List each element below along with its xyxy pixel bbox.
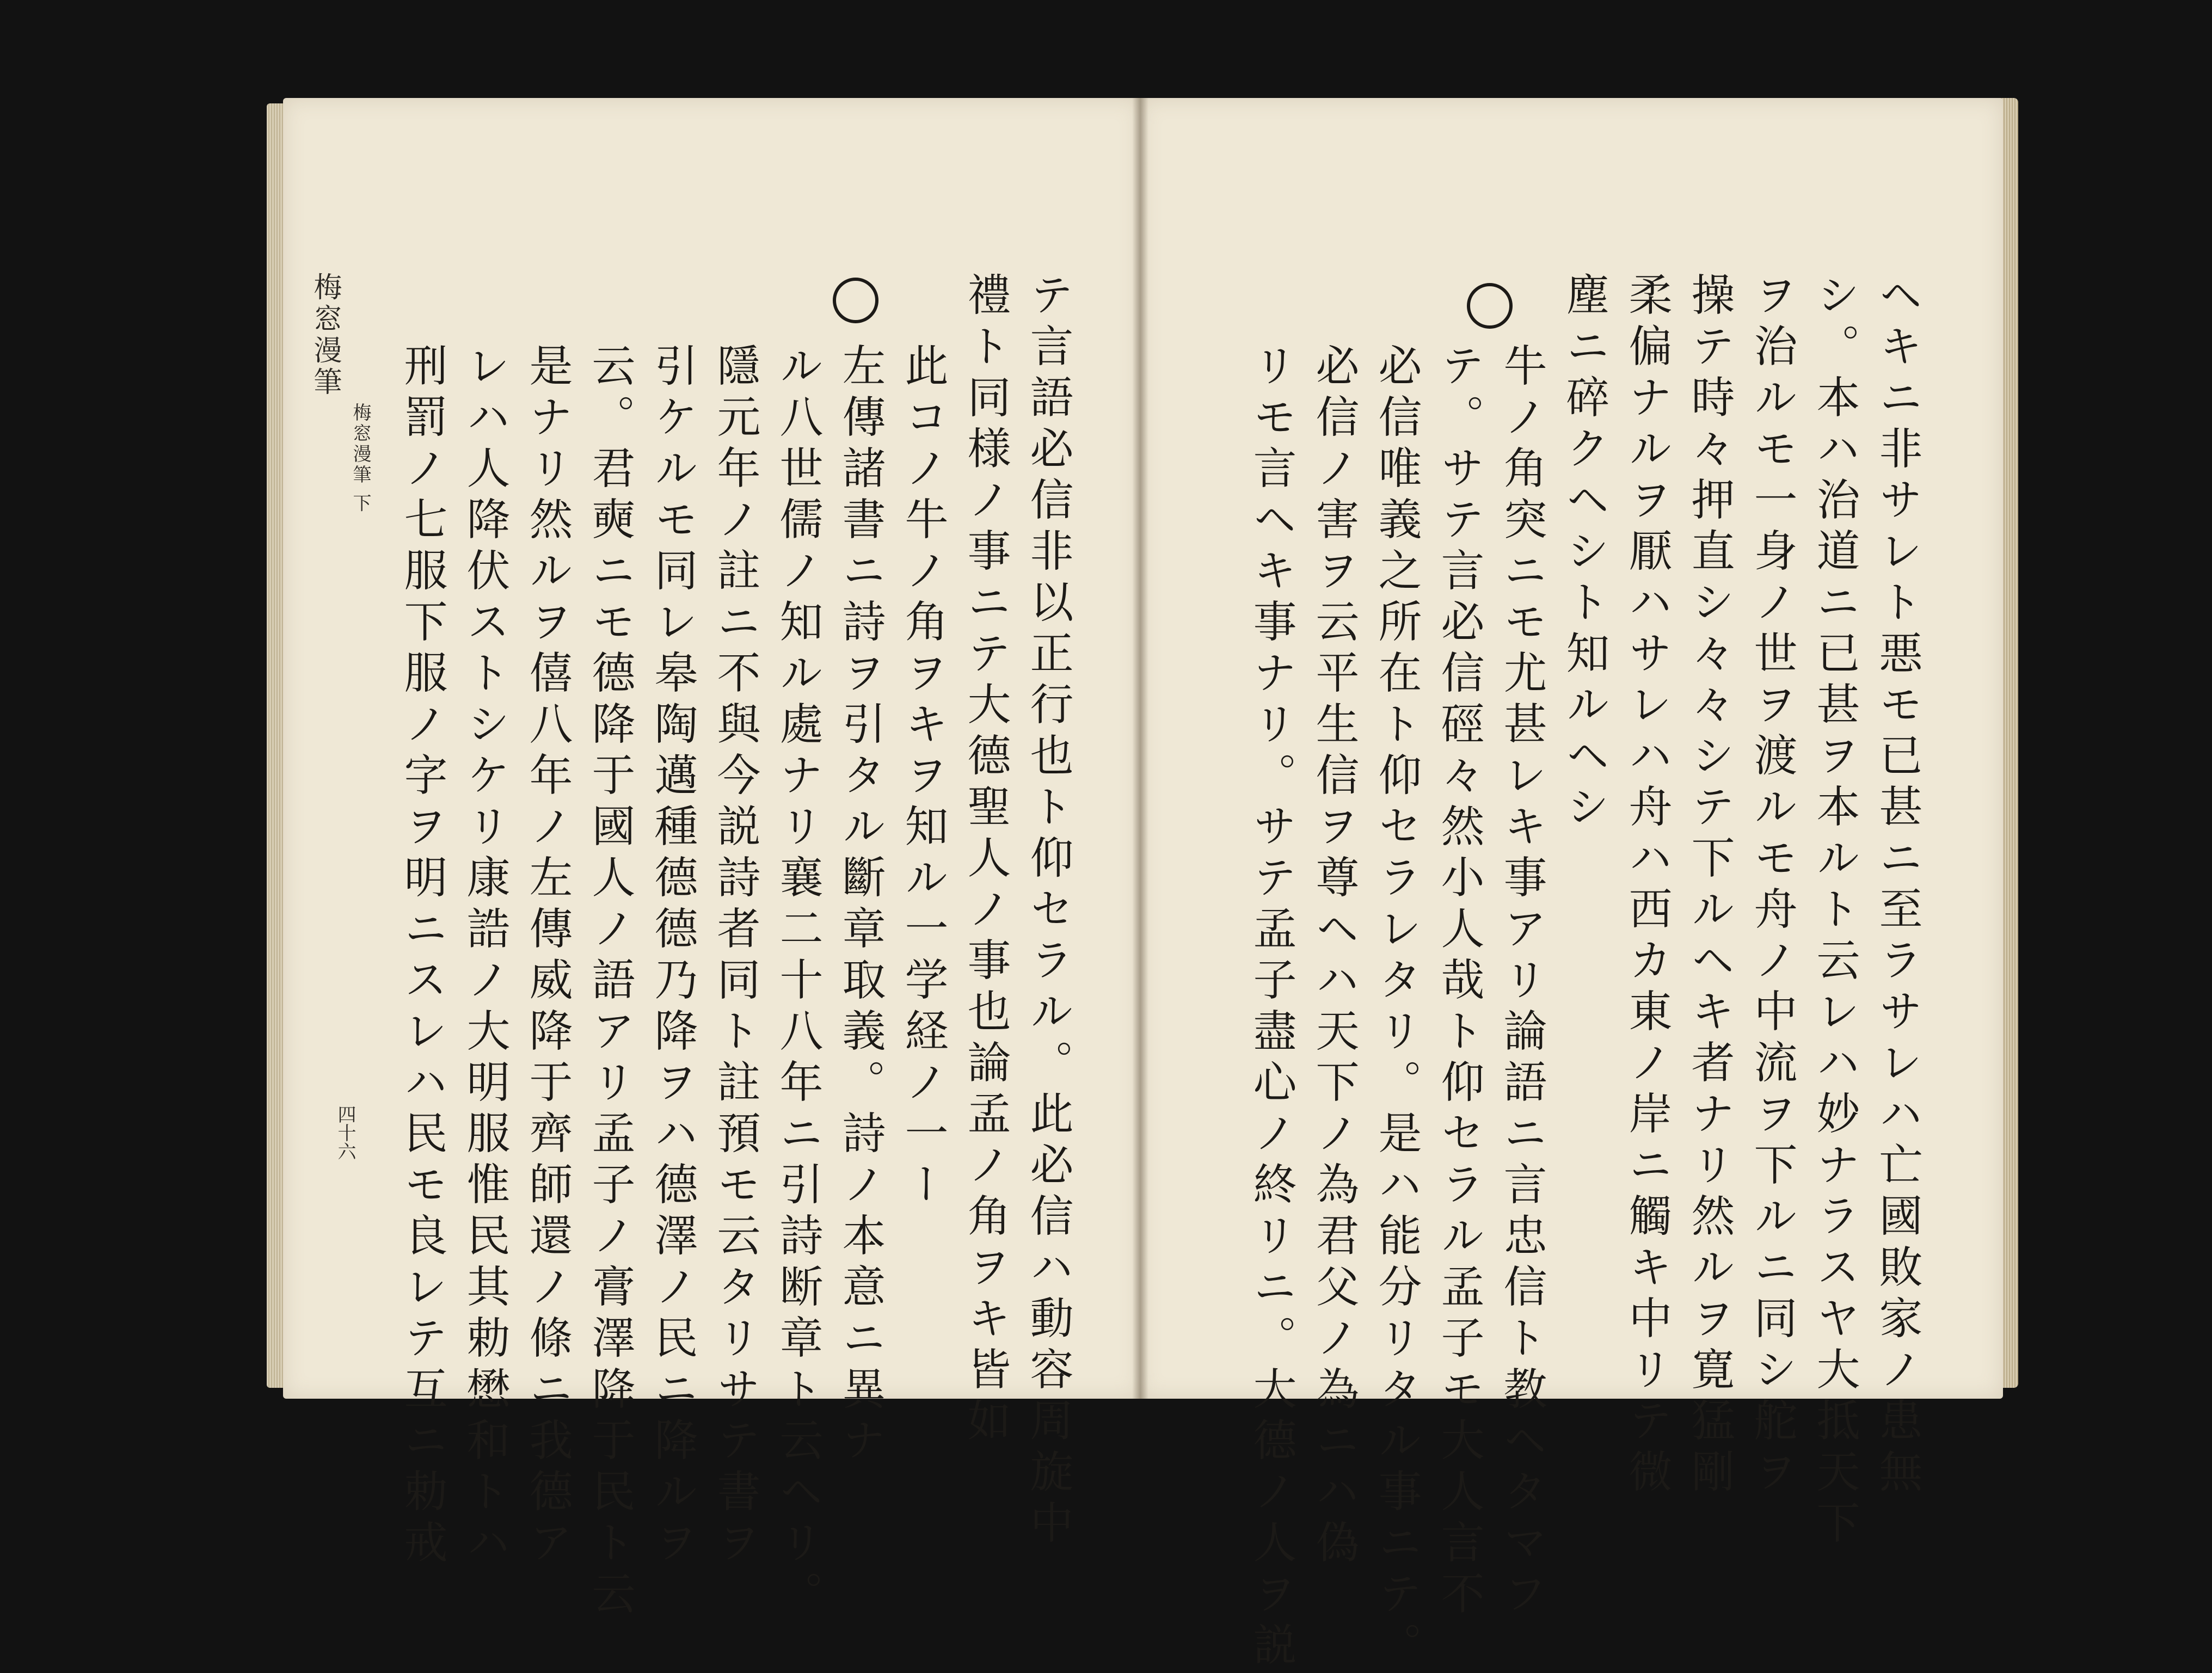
text-column: ヲ治ルモ一身ノ世ヲ渡ルモ舟ノ中流ヲ下ルニ同シ舵ヲ — [1747, 272, 1797, 1500]
text-column: 牛ノ角突ニモ尤甚レキ事アリ論語ニ言忠信ト教ヘタマフ — [1496, 343, 1547, 1622]
text-column: 必信唯義之所在ト仰セラレタリ。是ハ能分リタル事ニテ。 — [1371, 343, 1422, 1673]
text-column: レハ人降伏ストシケリ康誥ノ大明服惟民其勅懋和トハ — [459, 343, 510, 1571]
open-book — [283, 87, 2003, 1673]
text-column: 禮ト同様ノ事ニテ大德聖人ノ事也論孟ノ角ヲキ皆如 — [960, 272, 1011, 1449]
text-column: 左傳諸書ニ詩ヲ引タル斷章取義。詩ノ本意ニ異ナ — [835, 343, 886, 1468]
text-column: 必信ノ害ヲ云平生信ヲ尊ヘハ天下ノ為君父ノ為ニハ偽 — [1308, 343, 1359, 1571]
book-gutter — [1132, 98, 1148, 1399]
text-column: ル八世儒ノ知ル處ナリ襄二十八年ニ引詩断章ト云ヘリ。 — [772, 343, 823, 1622]
text-column: リモ言ヘキ事ナリ。サテ孟子盡心ノ終リニ。大德ノ人ヲ説 — [1246, 343, 1297, 1673]
text-column: シ。本ハ治道ニ已甚ヲ本ルト云レハ妙ナラスヤ大抵天下 — [1809, 272, 1860, 1551]
text-column: 柔偏ナルヲ厭ハサレハ舟ハ西カ東ノ岸ニ觸キ中リテ微 — [1621, 272, 1672, 1500]
text-column: 刑罰ノ七服下服ノ字ヲ明ニスレハ民モ良レテ互ニ勅戒 — [397, 343, 447, 1571]
text-column: 是ナリ然ルヲ僖八年ノ左傳威降于齊師還ノ條ニ我德ア — [522, 343, 573, 1571]
text-column: 引ケルモ同レ皋陶邁種德德乃降ヲハ德澤ノ民ニ降ルヲ — [647, 343, 698, 1571]
margin-subtitle: 梅窓漫筆 下 — [349, 403, 371, 514]
section-circle-mark — [833, 278, 878, 323]
text-column: 此コノ牛ノ角ヲキヲ知ル一学経ノ一ー — [898, 343, 948, 1213]
text-column: 塵ニ碎クヘシト知ルヘシ — [1559, 272, 1609, 835]
text-column: テ言語必信非以正行也ト仰セラル。此必信ハ動容周旋中 — [1023, 272, 1073, 1551]
text-column: テ。サテ言必信硜々然小人哉ト仰セラル孟子モ大人言不 — [1434, 343, 1484, 1622]
right-page — [1140, 98, 2003, 1673]
text-column: 操テ時々押直シ々々シテ下ルヘキ者ナリ然ルヲ寛猛剛 — [1684, 272, 1735, 1500]
text-column: ヘキニ非サレト悪モ已甚ニ至ラサレハ亡國敗家ノ患無 — [1872, 272, 1922, 1500]
margin-title: 梅窓漫筆 — [309, 272, 341, 398]
folio-number: 四十六 — [334, 1105, 356, 1160]
text-column: 隱元年ノ註ニ不與今説詩者同ト註預モ云タリサテ書ヲ — [710, 343, 760, 1571]
left-page — [283, 98, 1140, 1622]
section-circle-mark — [1467, 283, 1513, 329]
text-column: 云。君奭ニモ德降于國人ノ語アリ孟子ノ膏澤降于民ト云 — [585, 343, 635, 1622]
